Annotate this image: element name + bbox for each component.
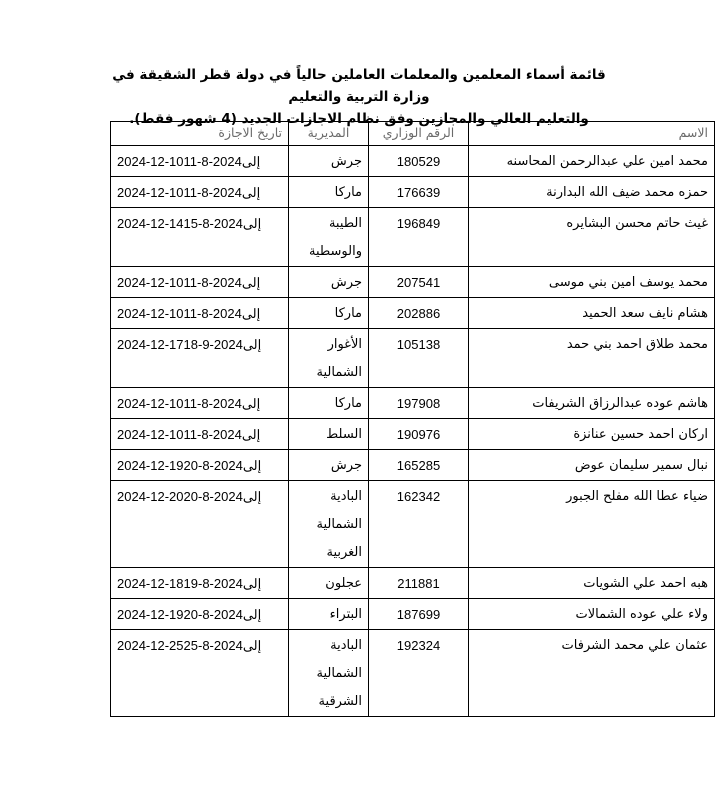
cell-name: غيث حاتم محسن البشايره: [469, 208, 715, 267]
date-separator: إلى: [241, 306, 261, 321]
table-row: [111, 450, 715, 481]
date-to: 2024-12-18: [117, 576, 184, 591]
cell-leave-date: [111, 208, 289, 267]
cell-leave-date: [111, 419, 289, 450]
cell-leave-date: [111, 599, 289, 630]
cell-ministry-number: 197908: [369, 388, 469, 419]
table-row: [111, 298, 715, 329]
date-separator: إلى: [242, 489, 262, 504]
cell-directorate: [289, 450, 369, 481]
cell-leave-date: [111, 450, 289, 481]
cell-name: محمد امين علي عبدالرحمن المحاسنه: [469, 146, 715, 177]
date-separator: إلى: [242, 337, 262, 352]
table-row: [111, 568, 715, 599]
title-line-2: والتعليم العالي والمجازين وفق نظام الاجازات الجديد (4 شهور فقط).: [129, 111, 589, 127]
cell-directorate: [289, 419, 369, 450]
cell-ministry-number: 176639: [369, 177, 469, 208]
cell-name: هاشم عوده عبدالرزاق الشريفات: [469, 388, 715, 419]
cell-name: محمد طلاق احمد بني حمد: [469, 329, 715, 388]
date-separator: إلى: [241, 185, 261, 200]
header-date: تاريخ الاجازة: [111, 122, 289, 146]
cell-directorate: [289, 298, 369, 329]
date-separator: إلى: [241, 275, 261, 290]
cell-leave-date: [111, 267, 289, 298]
cell-leave-date: [111, 388, 289, 419]
directorate-line: جرش: [330, 275, 362, 290]
cell-name: اركان احمد حسين عنانزة: [469, 419, 715, 450]
date-to: 2024-12-10: [117, 396, 184, 411]
table-row: [111, 177, 715, 208]
cell-name: ضياء عطا الله مفلح الجبور: [469, 481, 715, 568]
date-to: 2024-12-19: [117, 458, 184, 473]
cell-leave-date: [111, 177, 289, 208]
cell-ministry-number: 207541: [369, 267, 469, 298]
date-separator: إلى: [241, 154, 261, 169]
header-name: الاسم: [469, 122, 715, 146]
directorate-line: عجلون: [325, 576, 362, 591]
directorate-line: الشرقية: [318, 694, 362, 709]
directorate-line: ماركا: [334, 396, 362, 411]
directorate-line: الغربية: [326, 545, 362, 560]
date-separator: إلى: [241, 396, 261, 411]
date-from: 2024-9-18: [183, 337, 243, 352]
table-row: [111, 481, 715, 568]
date-to: 2024-12-19: [117, 607, 184, 622]
date-separator: إلى: [242, 576, 262, 591]
cell-leave-date: [111, 630, 289, 717]
cell-leave-date: [111, 146, 289, 177]
cell-leave-date: [111, 329, 289, 388]
directorate-line: ماركا: [334, 185, 362, 200]
cell-directorate: [289, 146, 369, 177]
date-to: 2024-12-25: [117, 638, 184, 653]
date-from: 2024-8-20: [183, 458, 243, 473]
cell-leave-date: [111, 568, 289, 599]
date-from: 2024-8-19: [183, 576, 243, 591]
date-separator: إلى: [241, 427, 261, 442]
cell-directorate: [289, 267, 369, 298]
directorate-line: البتراء: [329, 607, 362, 622]
table-row: [111, 630, 715, 717]
date-separator: إلى: [242, 607, 262, 622]
cell-name: نبال سمير سليمان عوض: [469, 450, 715, 481]
date-to: 2024-12-14: [117, 216, 184, 231]
date-from: 2024-8-15: [183, 216, 243, 231]
date-separator: إلى: [242, 638, 262, 653]
directorate-line: الأغوار: [327, 337, 362, 352]
table-row: [111, 599, 715, 630]
date-to: 2024-12-10: [117, 185, 184, 200]
cell-ministry-number: 180529: [369, 146, 469, 177]
cell-name: هبه احمد علي الشويات: [469, 568, 715, 599]
cell-name: ولاء علي عوده الشمالات: [469, 599, 715, 630]
cell-ministry-number: 165285: [369, 450, 469, 481]
cell-ministry-number: 192324: [369, 630, 469, 717]
date-from: 2024-8-11: [183, 427, 242, 442]
date-from: 2024-8-20: [183, 489, 243, 504]
date-to: 2024-12-10: [117, 427, 184, 442]
date-separator: إلى: [242, 216, 262, 231]
cell-directorate: [289, 568, 369, 599]
cell-directorate: [289, 208, 369, 267]
table-row: [111, 267, 715, 298]
directorate-line: جرش: [330, 458, 362, 473]
cell-ministry-number: 202886: [369, 298, 469, 329]
cell-directorate: [289, 599, 369, 630]
cell-directorate: [289, 388, 369, 419]
header-number: الرقم الوزاري: [369, 122, 469, 146]
cell-name: حمزه محمد ضيف الله البدارنة: [469, 177, 715, 208]
directorate-line: السلط: [326, 427, 362, 442]
cell-name: محمد يوسف امين بني موسى: [469, 267, 715, 298]
cell-directorate: [289, 177, 369, 208]
table-row: [111, 146, 715, 177]
directorate-line: الشمالية: [316, 666, 362, 681]
date-from: 2024-8-11: [183, 154, 242, 169]
date-to: 2024-12-17: [117, 337, 184, 352]
table-row: [111, 329, 715, 388]
table-row: [111, 208, 715, 267]
date-from: 2024-8-11: [183, 306, 242, 321]
directorate-line: البادية: [330, 638, 362, 653]
directorate-line: الطيبة: [328, 216, 362, 231]
directorate-line: جرش: [330, 154, 362, 169]
title-line-1: قائمة أسماء المعلمين والمعلمات العاملين حالياً في دولة قطر الشقيقة في وزارة التربية والتعليم: [112, 67, 606, 105]
cell-leave-date: [111, 298, 289, 329]
table-row: [111, 419, 715, 450]
date-to: 2024-12-10: [117, 306, 184, 321]
cell-ministry-number: 211881: [369, 568, 469, 599]
directorate-line: والوسطية: [308, 244, 362, 259]
cell-directorate: [289, 329, 369, 388]
date-to: 2024-12-20: [117, 489, 184, 504]
teachers-table: [110, 121, 715, 717]
date-from: 2024-8-11: [183, 185, 242, 200]
cell-name: عثمان علي محمد الشرفات: [469, 630, 715, 717]
cell-ministry-number: 162342: [369, 481, 469, 568]
cell-directorate: [289, 630, 369, 717]
directorate-line: الشمالية: [316, 517, 362, 532]
table-row: [111, 388, 715, 419]
directorate-line: البادية: [330, 489, 362, 504]
header-directorate: المديرية: [289, 122, 369, 146]
directorate-line: الشمالية: [316, 365, 362, 380]
date-to: 2024-12-10: [117, 275, 184, 290]
cell-leave-date: [111, 481, 289, 568]
date-from: 2024-8-11: [183, 396, 242, 411]
cell-ministry-number: 105138: [369, 329, 469, 388]
table-header-row: [111, 122, 715, 146]
cell-ministry-number: 187699: [369, 599, 469, 630]
date-from: 2024-8-25: [183, 638, 243, 653]
date-to: 2024-12-10: [117, 154, 184, 169]
date-from: 2024-8-11: [183, 275, 242, 290]
cell-directorate: [289, 481, 369, 568]
directorate-line: ماركا: [334, 306, 362, 321]
cell-ministry-number: 190976: [369, 419, 469, 450]
cell-ministry-number: 196849: [369, 208, 469, 267]
date-from: 2024-8-20: [183, 607, 243, 622]
date-separator: إلى: [242, 458, 262, 473]
cell-name: هشام نايف سعد الحميد: [469, 298, 715, 329]
